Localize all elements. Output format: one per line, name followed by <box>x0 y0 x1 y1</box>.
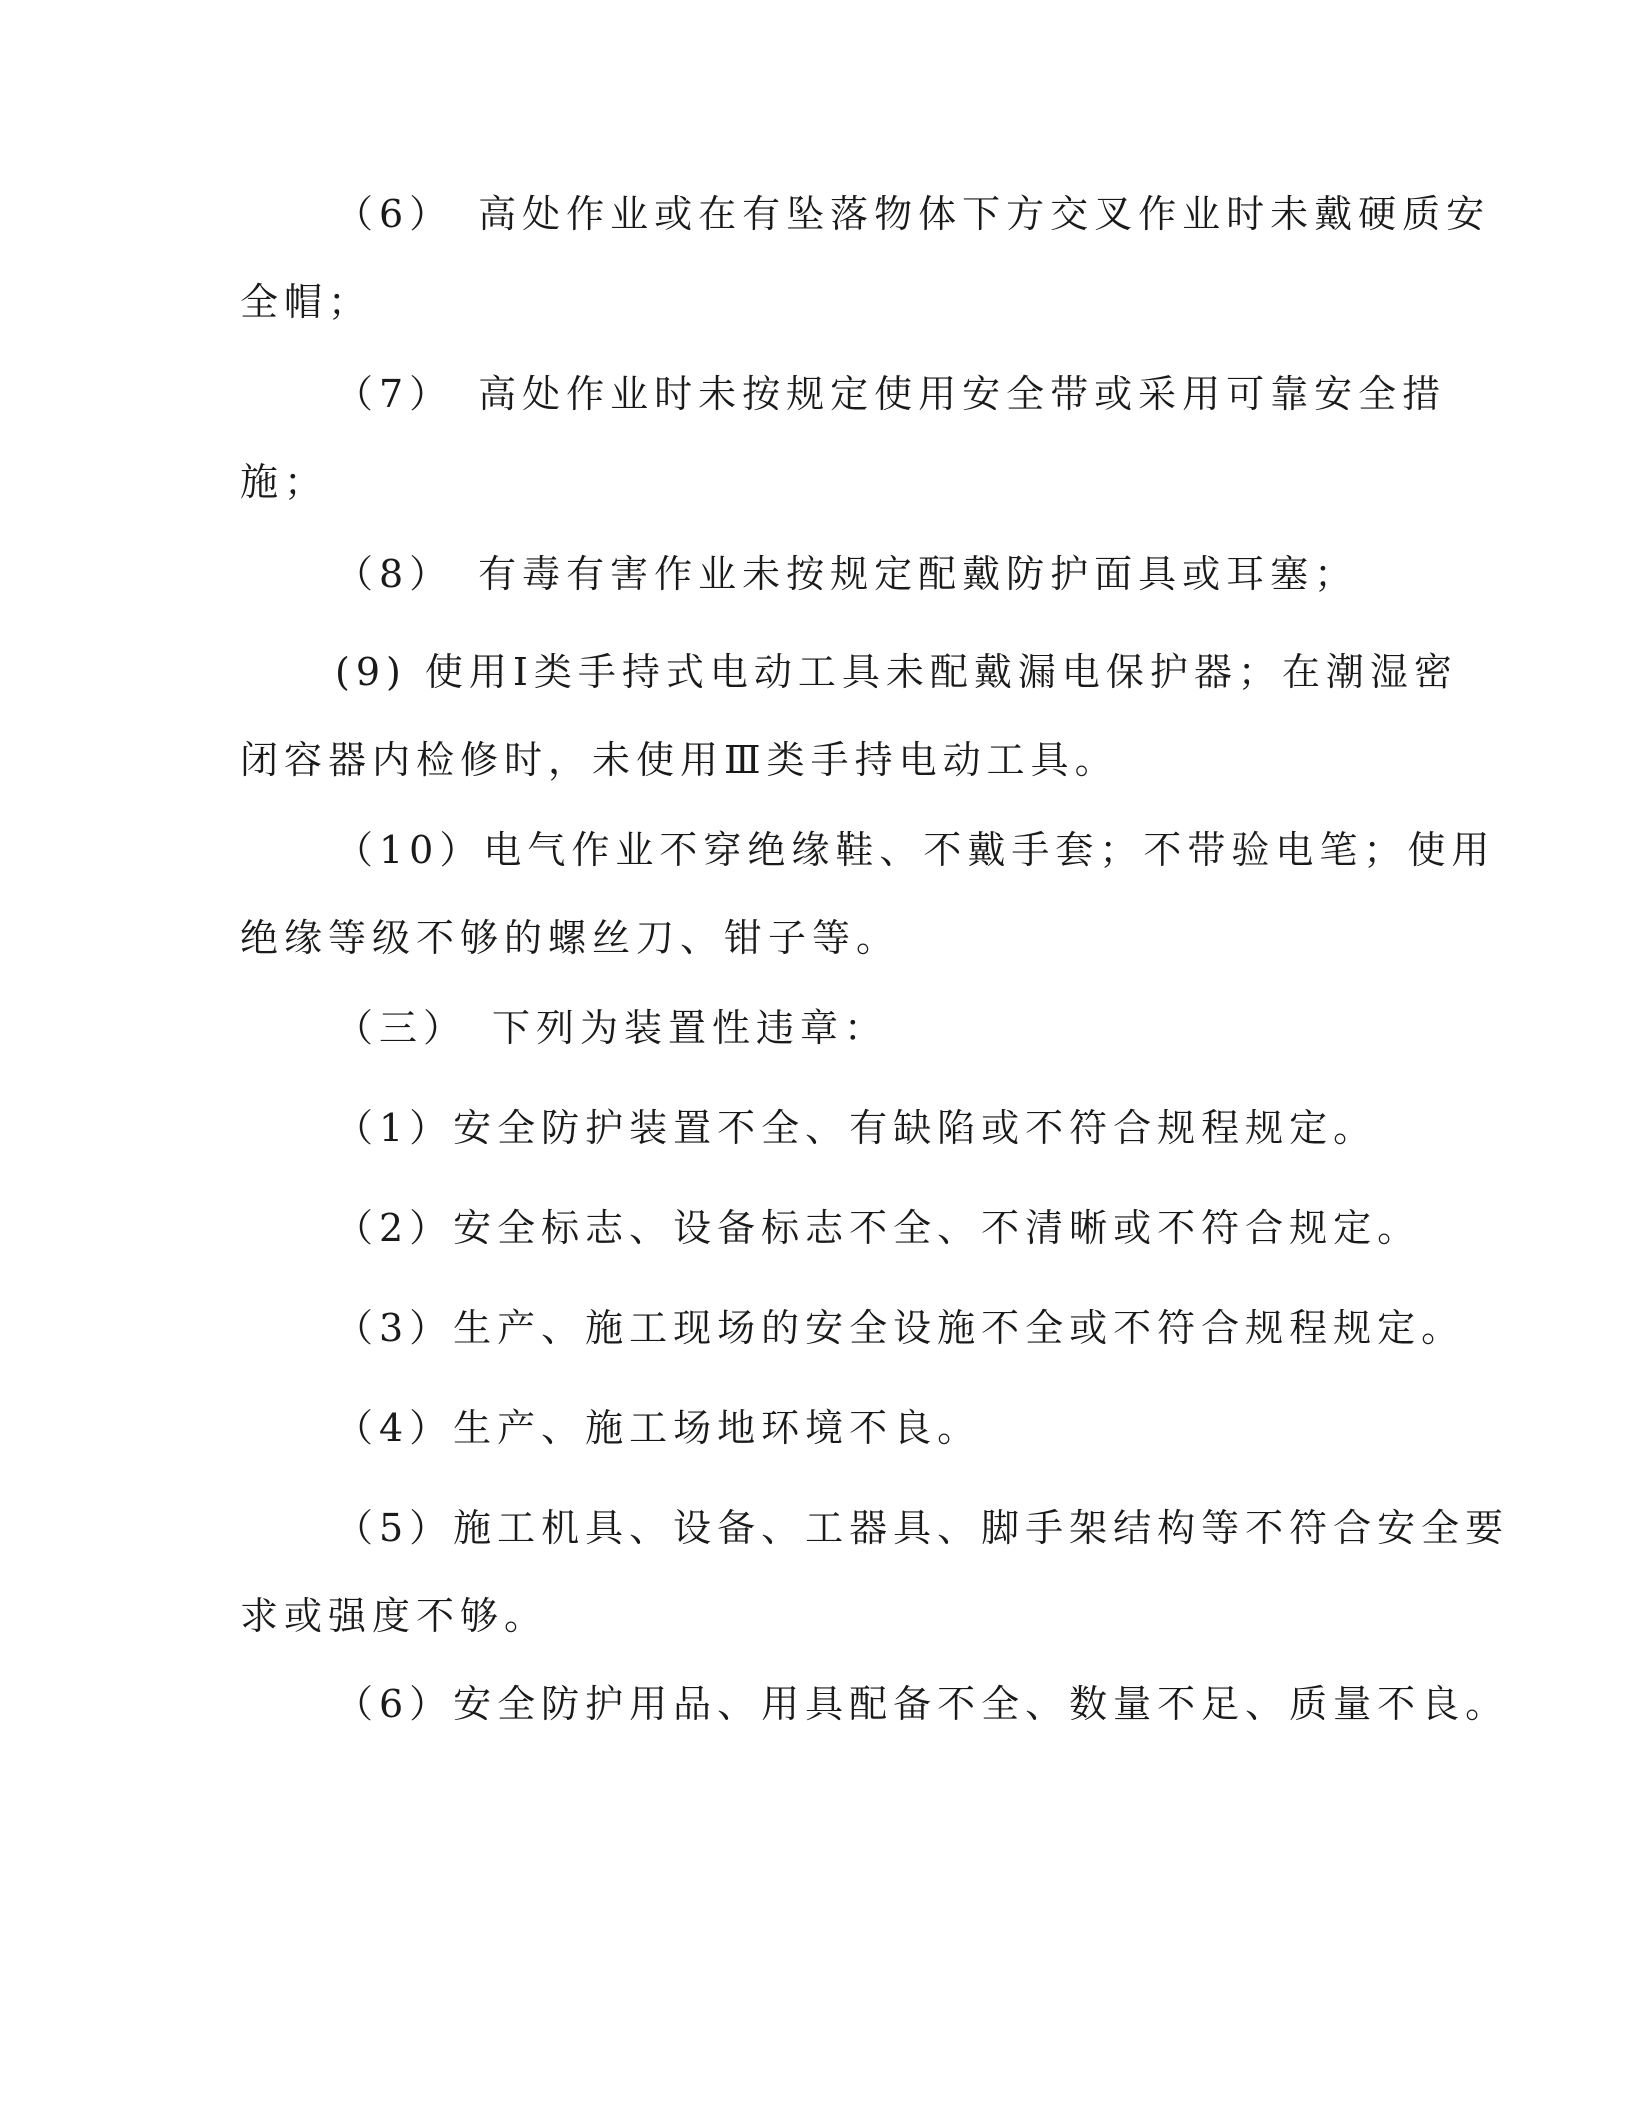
paragraph-line: （4）生产、施工场地环境不良。 <box>335 1406 982 1450</box>
paragraph-line: （6） 高处作业或在有坠落物体下方交叉作业时未戴硬质安 <box>335 192 1491 236</box>
paragraph-line: 绝缘等级不够的螺丝刀、钳子等。 <box>240 916 901 960</box>
paragraph-line: (9) 使用Ⅰ类手持式电动工具未配戴漏电保护器；在潮湿密 <box>335 650 1458 694</box>
paragraph-line: （8） 有毒有害作业未按规定配戴防护面具或耳塞； <box>335 552 1359 596</box>
paragraph-device-item-6 <box>240 1660 1510 1748</box>
paragraph-item-6-height-work <box>240 170 1491 346</box>
paragraph-line: 全帽； <box>240 280 373 324</box>
section-heading-3-device-violations <box>240 984 1370 1072</box>
paragraph-item-9-electric-tools <box>240 628 1458 804</box>
paragraph-device-item-5 <box>240 1484 1510 1660</box>
paragraph-line: （1）安全防护装置不全、有缺陷或不符合规程规定。 <box>335 1106 1378 1150</box>
paragraph-device-item-4 <box>240 1384 1370 1472</box>
paragraph-line: （6）安全防护用品、用具配备不全、数量不足、质量不良。 <box>335 1682 1510 1726</box>
paragraph-device-item-1 <box>240 1084 1378 1172</box>
paragraph-line: （7） 高处作业时未按规定使用安全带或采用可靠安全措 <box>335 372 1447 416</box>
paragraph-item-10-electrical-work <box>240 806 1496 982</box>
paragraph-line: 闭容器内检修时，未使用Ⅲ类手持电动工具。 <box>240 738 1119 782</box>
paragraph-line: （3）生产、施工现场的安全设施不全或不符合规程规定。 <box>335 1306 1466 1350</box>
paragraph-device-item-2 <box>240 1184 1422 1272</box>
paragraph-line: （5）施工机具、设备、工器具、脚手架结构等不符合安全要 <box>335 1506 1510 1550</box>
paragraph-line: 求或强度不够。 <box>240 1594 549 1638</box>
paragraph-device-item-3 <box>240 1284 1466 1372</box>
paragraph-line: （10）电气作业不穿绝缘鞋、不戴手套；不带验电笔；使用 <box>335 828 1496 872</box>
paragraph-item-8-toxic-work <box>240 530 1370 618</box>
paragraph-line: （2）安全标志、设备标志不全、不清晰或不符合规定。 <box>335 1206 1422 1250</box>
paragraph-item-7-safety-belt <box>240 350 1447 526</box>
paragraph-line: （三） 下列为装置性违章： <box>335 1006 889 1050</box>
paragraph-line: 施； <box>240 460 329 504</box>
